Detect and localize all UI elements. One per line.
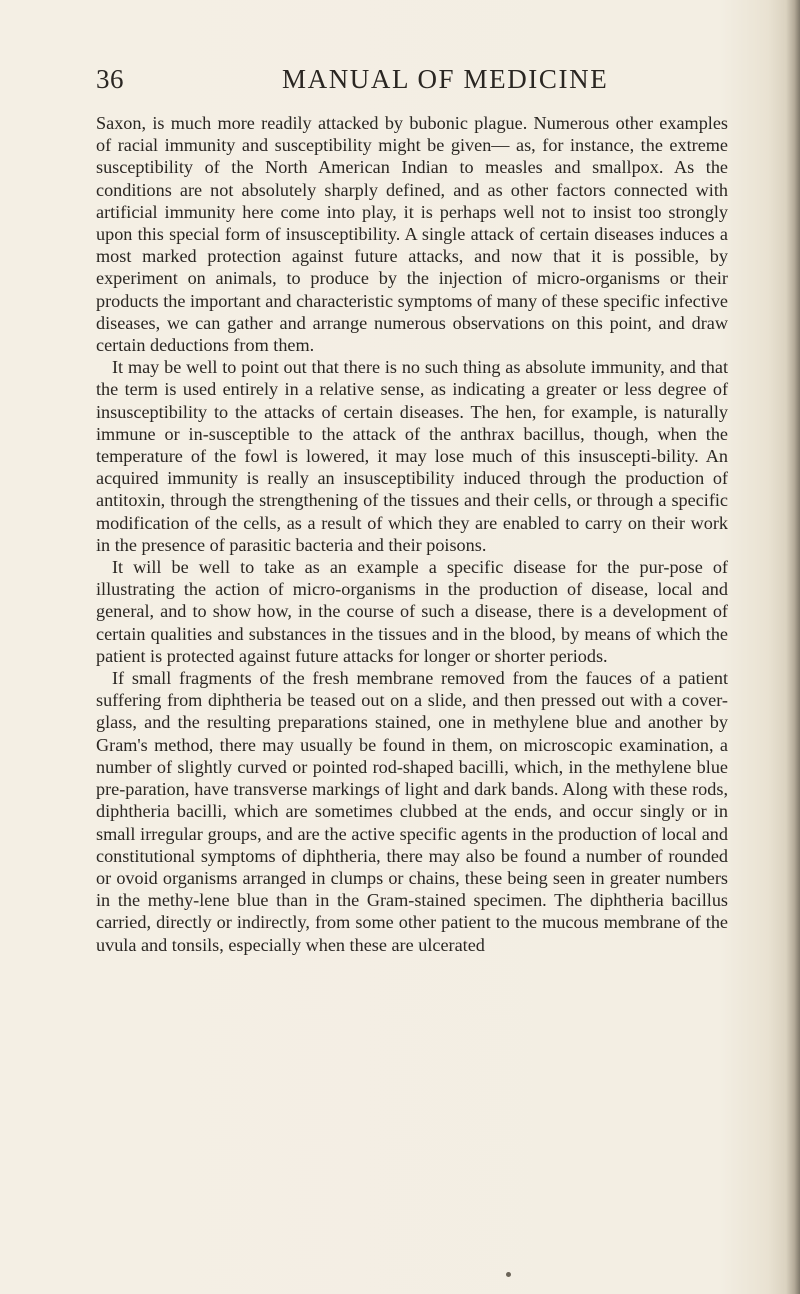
paragraph-example: It will be well to take as an example a specific disease for the pur-pose of illustrating the action of micro-organisms in the production of disease, local and general, and to show how, in the course of such a disease, there is a development of certain qualities and substances in the tissues and in the blood, by means of which the patient is protected against future attacks for longer or shorter periods. — [96, 557, 728, 666]
running-head — [96, 64, 736, 100]
running-title: MANUAL OF MEDICINE — [282, 64, 609, 94]
paragraph-immunity: It may be well to point out that there is no such thing as absolute immunity, and that the term is used entirely in a relative sense, as indicating a greater or less degree of insusceptibility to the attacks of certain diseases. The hen, for example, is naturally immune or in-susceptible to the attack of the anthrax bacillus, though, when the temperature of the fowl is lowered, it may lose much of this insuscepti-bility. An acquired immunity is really an insusceptibility induced through the production of antitoxin, through the strengthening of the tissues and their cells, or through a specific modification of the cells, as a result of which they are enabled to carry on their work in the presence of parasitic bacteria and their poisons. — [96, 357, 728, 555]
paragraph-continuation: Saxon, is much more readily attacked by bubonic plague. Numerous other examples of racial immunity and susceptibility might be given— as, for instance, the extreme susceptibility of the North American Indian to measles and smallpox. As the conditions are not absolutely sharply defined, and as other factors connected with artificial immunity here come into play, it is perhaps well not to insist too strongly upon this special form of insusceptibility. A single attack of certain diseases induces a most marked protection against future attacks, and now that it is possible, by experiment on animals, to produce by the injection of micro-organisms or their products the important and characteristic symptoms of many of these specific infective diseases, we can gather and arrange numerous observations on this point, and draw certain deductions from them. — [96, 113, 728, 356]
page-edge-shadow — [786, 0, 800, 1294]
body-text — [96, 112, 728, 956]
print-speck — [506, 1272, 511, 1277]
paragraph-diphtheria: If small fragments of the fresh membrane removed from the fauces of a patient suffering from diphtheria be teased out on a slide, and then pressed out with a cover-glass, and the resulting preparations stained, one in methylene blue and another by Gram's method, there may usually be found in them, on microscopic examination, a number of slightly curved or pointed rod-shaped bacilli, which, in the methylene blue pre-paration, have transverse markings of light and dark bands. Along with these rods, diphtheria bacilli, which are sometimes clubbed at the ends, and occur singly or in small irregular groups, and are the active specific agents in the production of local and constitutional symptoms of diphtheria, there may also be found a number of rounded or ovoid organisms arranged in clumps or chains, these being seen in greater numbers in the methy-lene blue than in the Gram-stained specimen. The diphtheria bacillus carried, directly or indirectly, from some other patient to the mucous membrane of the uvula and tonsils, especially when these are ulcerated — [96, 668, 728, 955]
page-number: 36 — [96, 64, 124, 94]
